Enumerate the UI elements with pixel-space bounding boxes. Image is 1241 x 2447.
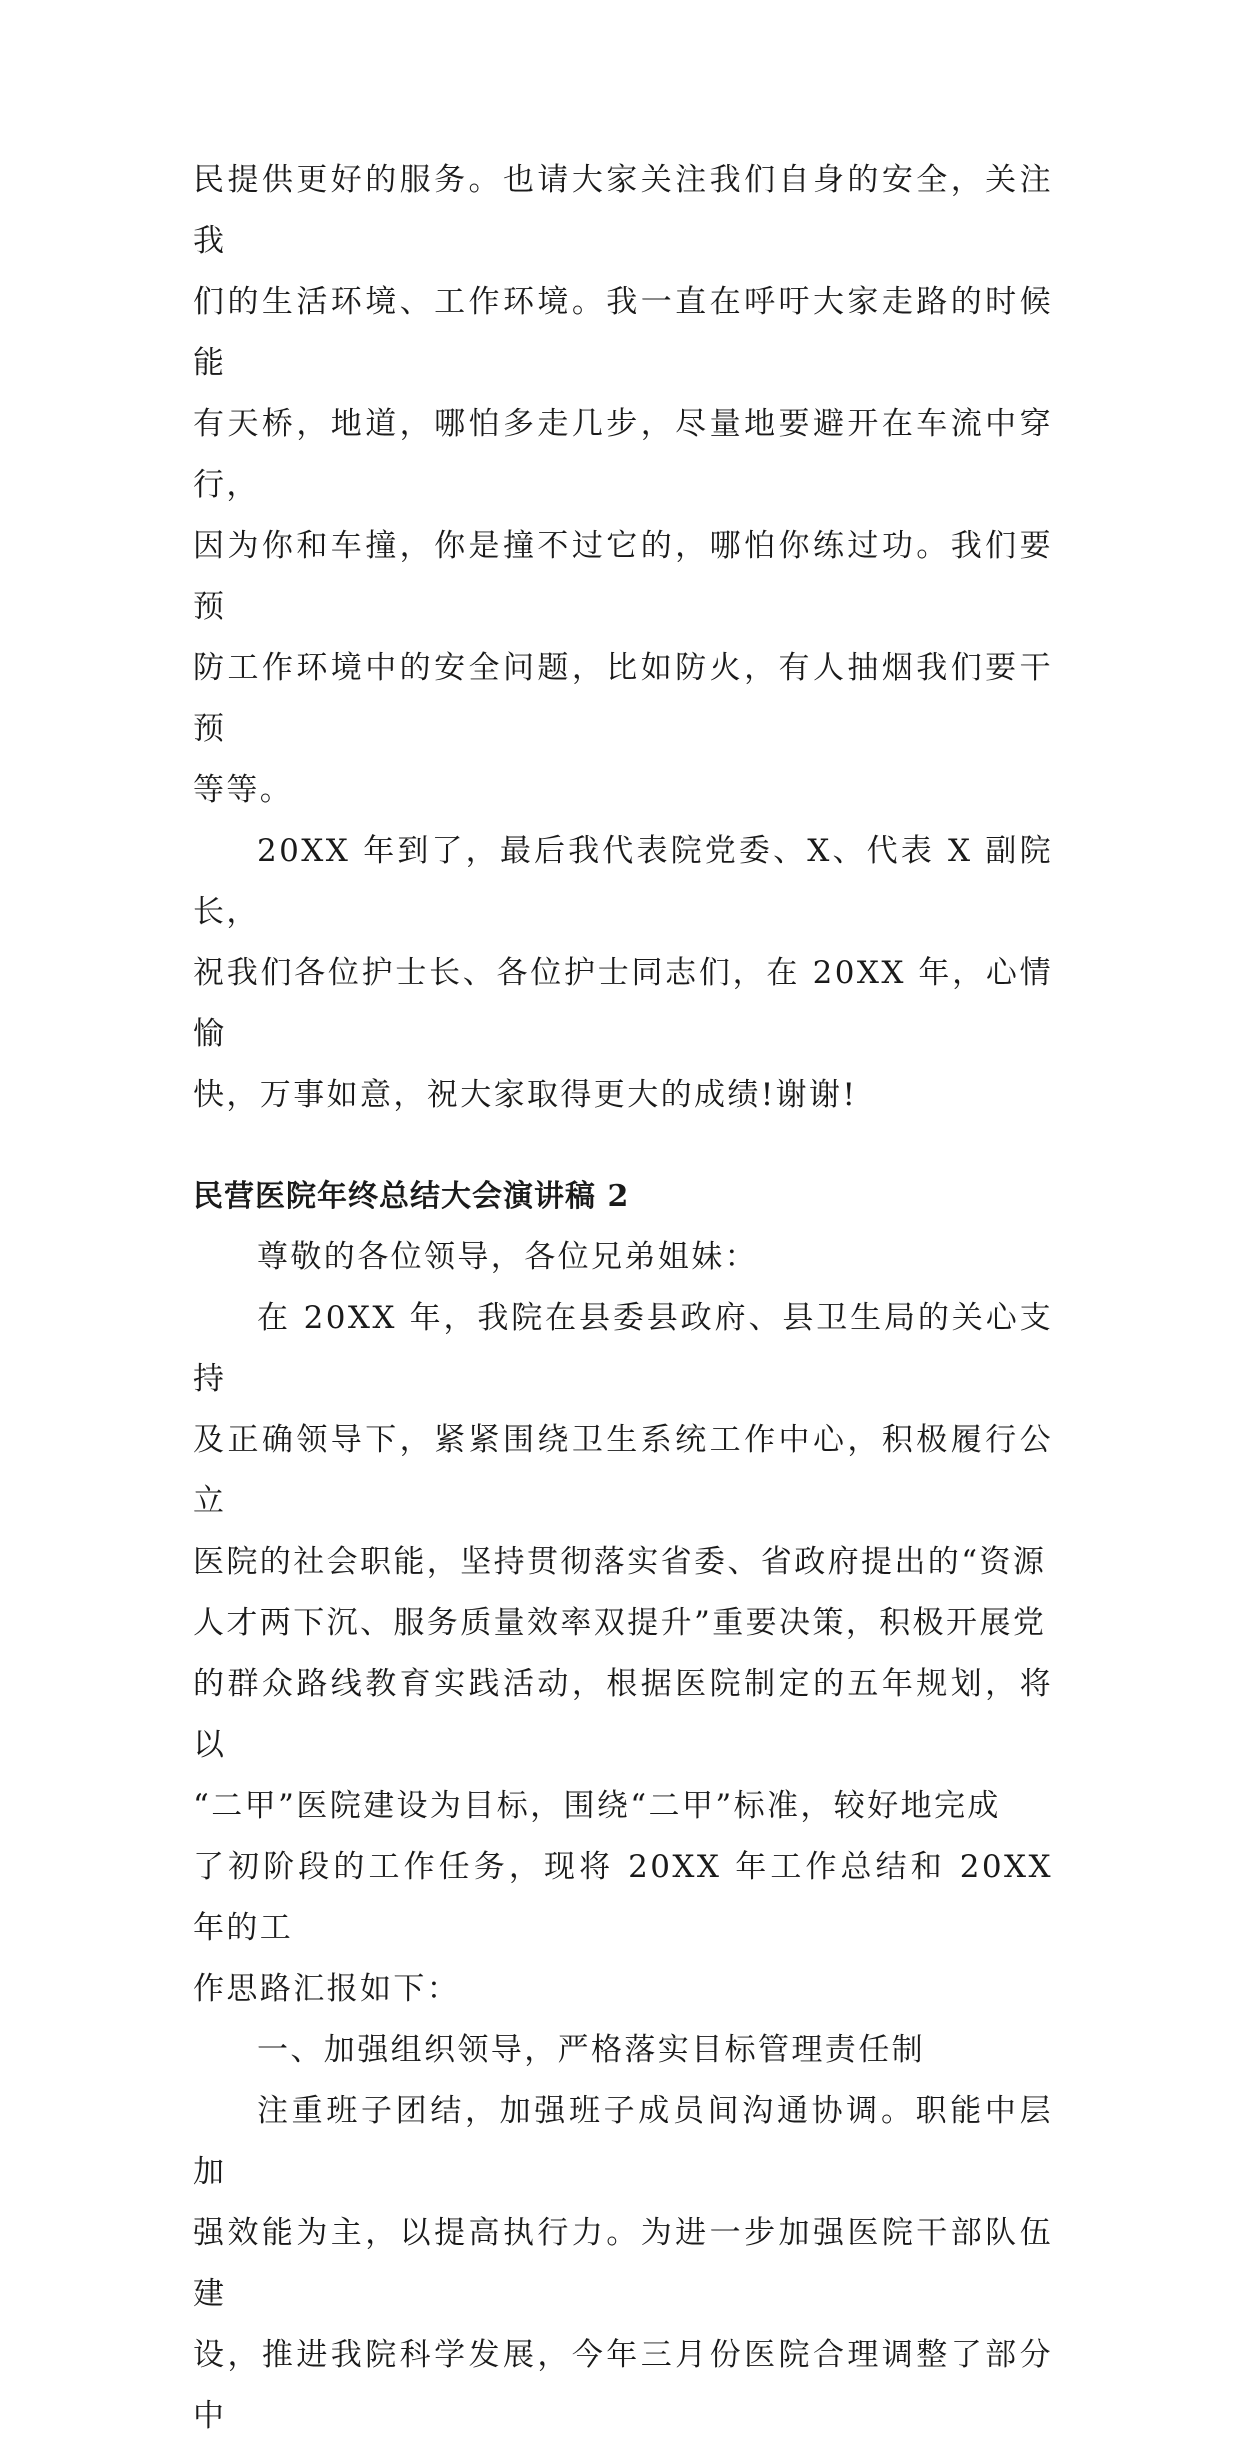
- paragraph-summary-intro: 在 20XX 年，我院在县委县政府、县卫生局的关心支持 及正确领导下，紧紧围绕卫生系统工作中心，积极履行公立 医院的社会职能，坚持贯彻落实省委、省政府提出的“资源 人才两下沉、服务质量效率双提升”重要决策，积极开展党 的群众路线教育实践活动，根据医院制定的五年规划，将以 “二甲”医院建设为目标，围绕“二甲”标准，较好地完成 了初阶段的工作任务，现将 20XX 年工作总结和 20XX 年的工 作思路汇报如下：: [193, 1300, 1053, 2007]
- section-title: 民营医院年终总结大会演讲稿 2: [193, 1179, 630, 1214]
- paragraph-safety: 民提供更好的服务。也请大家关注我们自身的安全，关注我 们的生活环境、工作环境。我一直在呼吁大家走路的时候能 有天桥，地道，哪怕多走几步，尽量地要避开在车流中穿行， 因为你和车撞，你是撞不过它的，哪怕你练过功。我们要预 防工作环境中的安全问题，比如防火，有人抽烟我们要干预 等等。: [193, 162, 1053, 808]
- document-page: [193, 150, 1053, 2447]
- paragraph-team-unity: 注重班子团结，加强班子成员间沟通协调。职能中层加 强效能为主，以提高执行力。为进一步加强医院干部队伍建 设，推进我院科学发展，今年三月份医院合理调整了部分中: [193, 2093, 1053, 2434]
- paragraph-greeting: 尊敬的各位领导，各位兄弟姐妹：: [257, 1239, 758, 1275]
- paragraph-subheading-leadership: 一、加强组织领导，严格落实目标管理责任制: [257, 2032, 925, 2068]
- paragraph-new-year-wishes: 20XX 年到了，最后我代表院党委、X、代表 X 副院长， 祝我们各位护士长、各位护士同志们，在 20XX 年，心情愉 快，万事如意，祝大家取得更大的成绩!谢谢!: [193, 833, 1053, 1113]
